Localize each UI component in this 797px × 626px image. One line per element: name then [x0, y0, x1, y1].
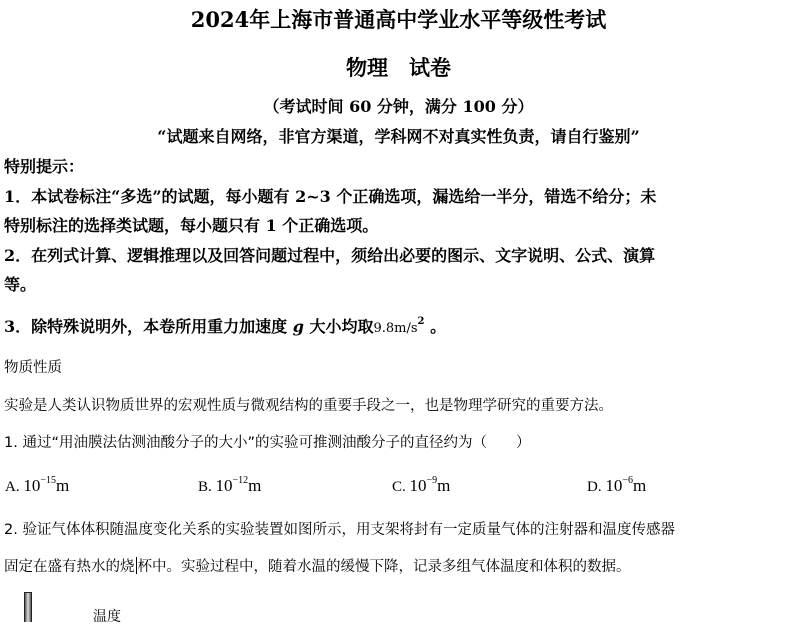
- question-2-line-1: 2. 验证气体体积随温度变化关系的实验装置如图所示，用支架将封有一定质量气体的注射器和温度传感器: [4, 522, 675, 538]
- page-title: 2024年上海市普通高中学业水平等级性考试: [190, 7, 607, 32]
- gravity-exponent: 2: [417, 316, 425, 327]
- tip-3: [4, 314, 446, 337]
- tip-3-mid: 大小均取: [303, 317, 374, 336]
- tip-2-line-1: 2．在列式计算、逻辑推理以及回答问题过程中，须给出必要的图示、文字说明、公式、演算: [4, 246, 656, 265]
- tip-1-line-2: 特别标注的选择类试题，每小题只有 1 个正确选项。: [4, 216, 379, 235]
- tip-2-line-2: 等。: [4, 275, 37, 294]
- tip-1-line-1: 1．本试卷标注“多选”的试题，每小题有 2~3 个正确选项，漏选给一半分，错选不给分；未: [4, 187, 657, 206]
- paper-subtitle: 物理 试卷: [346, 55, 451, 80]
- question-1-stem: 1. 通过“用油膜法估测油酸分子的大小”的实验可推测油酸分子的直径约为（ ）: [4, 435, 531, 451]
- tips-heading: 特别提示：: [4, 157, 85, 176]
- figure-label-temperature: 温度: [93, 609, 121, 625]
- section-intro: 实验是人类认识物质世界的宏观性质与微观结构的重要手段之一，也是物理学研究的重要方法。: [4, 398, 613, 414]
- disclaimer: “试题来自网络，非官方渠道，学科网不对真实性负责，请自行鉴别”: [157, 127, 640, 146]
- option-a[interactable]: A. $10^{-15}m$: [5, 475, 70, 495]
- tip-3-prefix: 3．除特殊说明外，本卷所用重力加速度: [4, 317, 293, 336]
- time-note: （考试时间 60 分钟，满分 100 分）: [263, 97, 534, 116]
- section-heading: 物质性质: [4, 360, 62, 376]
- option-c[interactable]: C. $10^{-9}m$: [392, 475, 451, 495]
- question-2-line-2: 固定在盛有热水的烧 杯中。实验过程中，随着水温的缓慢下降，记录多组气体温度和体积的数据。: [4, 559, 631, 575]
- tip-3-end: 。: [424, 317, 447, 336]
- text-cursor: [136, 557, 137, 574]
- option-b[interactable]: B. $10^{-12}m$: [198, 475, 262, 495]
- gravity-symbol: g: [292, 317, 304, 336]
- option-d[interactable]: D. $10^{-6}m$: [587, 475, 647, 495]
- stand-rod: [24, 592, 32, 622]
- gravity-value: 9.8m/s: [373, 321, 418, 336]
